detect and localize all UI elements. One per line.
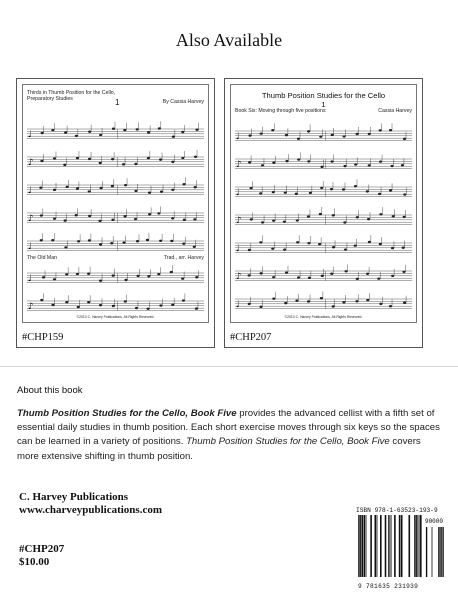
catalog-code: #CHP159 (22, 332, 64, 343)
copyright-notice: ©2013 C. Harvey Publications. All Rights Reserved. (284, 315, 363, 319)
description-text-2: covers more extensive shifting in thumb position. (17, 436, 421, 462)
music-staves-top (23, 115, 208, 275)
book-description (17, 407, 445, 464)
book-subtitle: Book Six: Moving through five positions (235, 108, 326, 114)
book-title-line1: Thirds in Thumb Position for the Cello, (27, 90, 116, 96)
copyright-notice: ©2013 C. Harvey Publications. All Rights Reserved. (76, 315, 155, 319)
music-staves (231, 117, 416, 323)
publisher-name: C. Harvey Publications (19, 491, 129, 503)
barcode-image (356, 507, 448, 579)
svg-text:♩: ♩ (235, 131, 241, 143)
book-title: Thumb Position Studies for the Cello (261, 91, 386, 100)
book-cover-chp159[interactable] (16, 78, 215, 348)
svg-text:♪: ♪ (235, 159, 242, 171)
exercise-number: 1 (321, 100, 326, 109)
isbn-label: ISBN 978-1-63523-193-9 (356, 507, 438, 514)
svg-text:♩: ♩ (27, 273, 33, 285)
publisher-info (19, 491, 162, 517)
composer-credit: Cassia Harvey (378, 108, 412, 114)
svg-text:♩: ♩ (235, 187, 241, 199)
svg-text:♪: ♪ (235, 215, 242, 227)
publisher-url[interactable]: www.charveypublications.com (19, 504, 162, 516)
section-label: The Old Man (27, 255, 57, 261)
svg-text:♩: ♩ (27, 129, 33, 141)
svg-text:♪: ♪ (27, 213, 34, 225)
svg-text:♩: ♩ (27, 185, 33, 197)
exercise-number: 1 (115, 98, 120, 107)
svg-text:♩: ♩ (235, 243, 241, 255)
price: $10.00 (19, 556, 50, 568)
section-credit: Trad., arr. Harvey (163, 255, 204, 261)
book-cover-chp207[interactable] (224, 78, 423, 348)
book-title-italic: Thumb Position Studies for the Cello, Book Five (186, 436, 390, 448)
about-heading: About this book (17, 385, 83, 396)
book-title-emphasis: Thumb Position Studies for the Cello, Book Five (17, 408, 237, 419)
barcode-digits: 9 781635 231939 (358, 583, 419, 590)
price-code: 90000 (424, 518, 444, 525)
svg-text:♩: ♩ (235, 299, 241, 311)
svg-text:♪: ♪ (27, 301, 34, 313)
catalog-info (19, 543, 64, 569)
description-text-1: provides the advanced cellist with a fifth set of essential daily studies in thumb position. Each short exercise moves through six keys so the spaces can be learned in a variety of positions. (17, 408, 440, 448)
page-title: Also Available (175, 30, 283, 50)
catalog-code: #CHP207 (19, 543, 65, 555)
svg-text:♪: ♪ (235, 271, 242, 283)
catalog-code: #CHP207 (230, 332, 272, 343)
sheet-music-preview (230, 84, 417, 323)
book-title-line2: Preparatory Studies (27, 96, 73, 102)
divider (0, 366, 458, 367)
composer-credit: By Cassia Harvey (162, 99, 204, 105)
sheet-music-preview (22, 84, 209, 323)
svg-text:♪: ♪ (27, 157, 34, 169)
svg-text:♩: ♩ (27, 241, 33, 253)
